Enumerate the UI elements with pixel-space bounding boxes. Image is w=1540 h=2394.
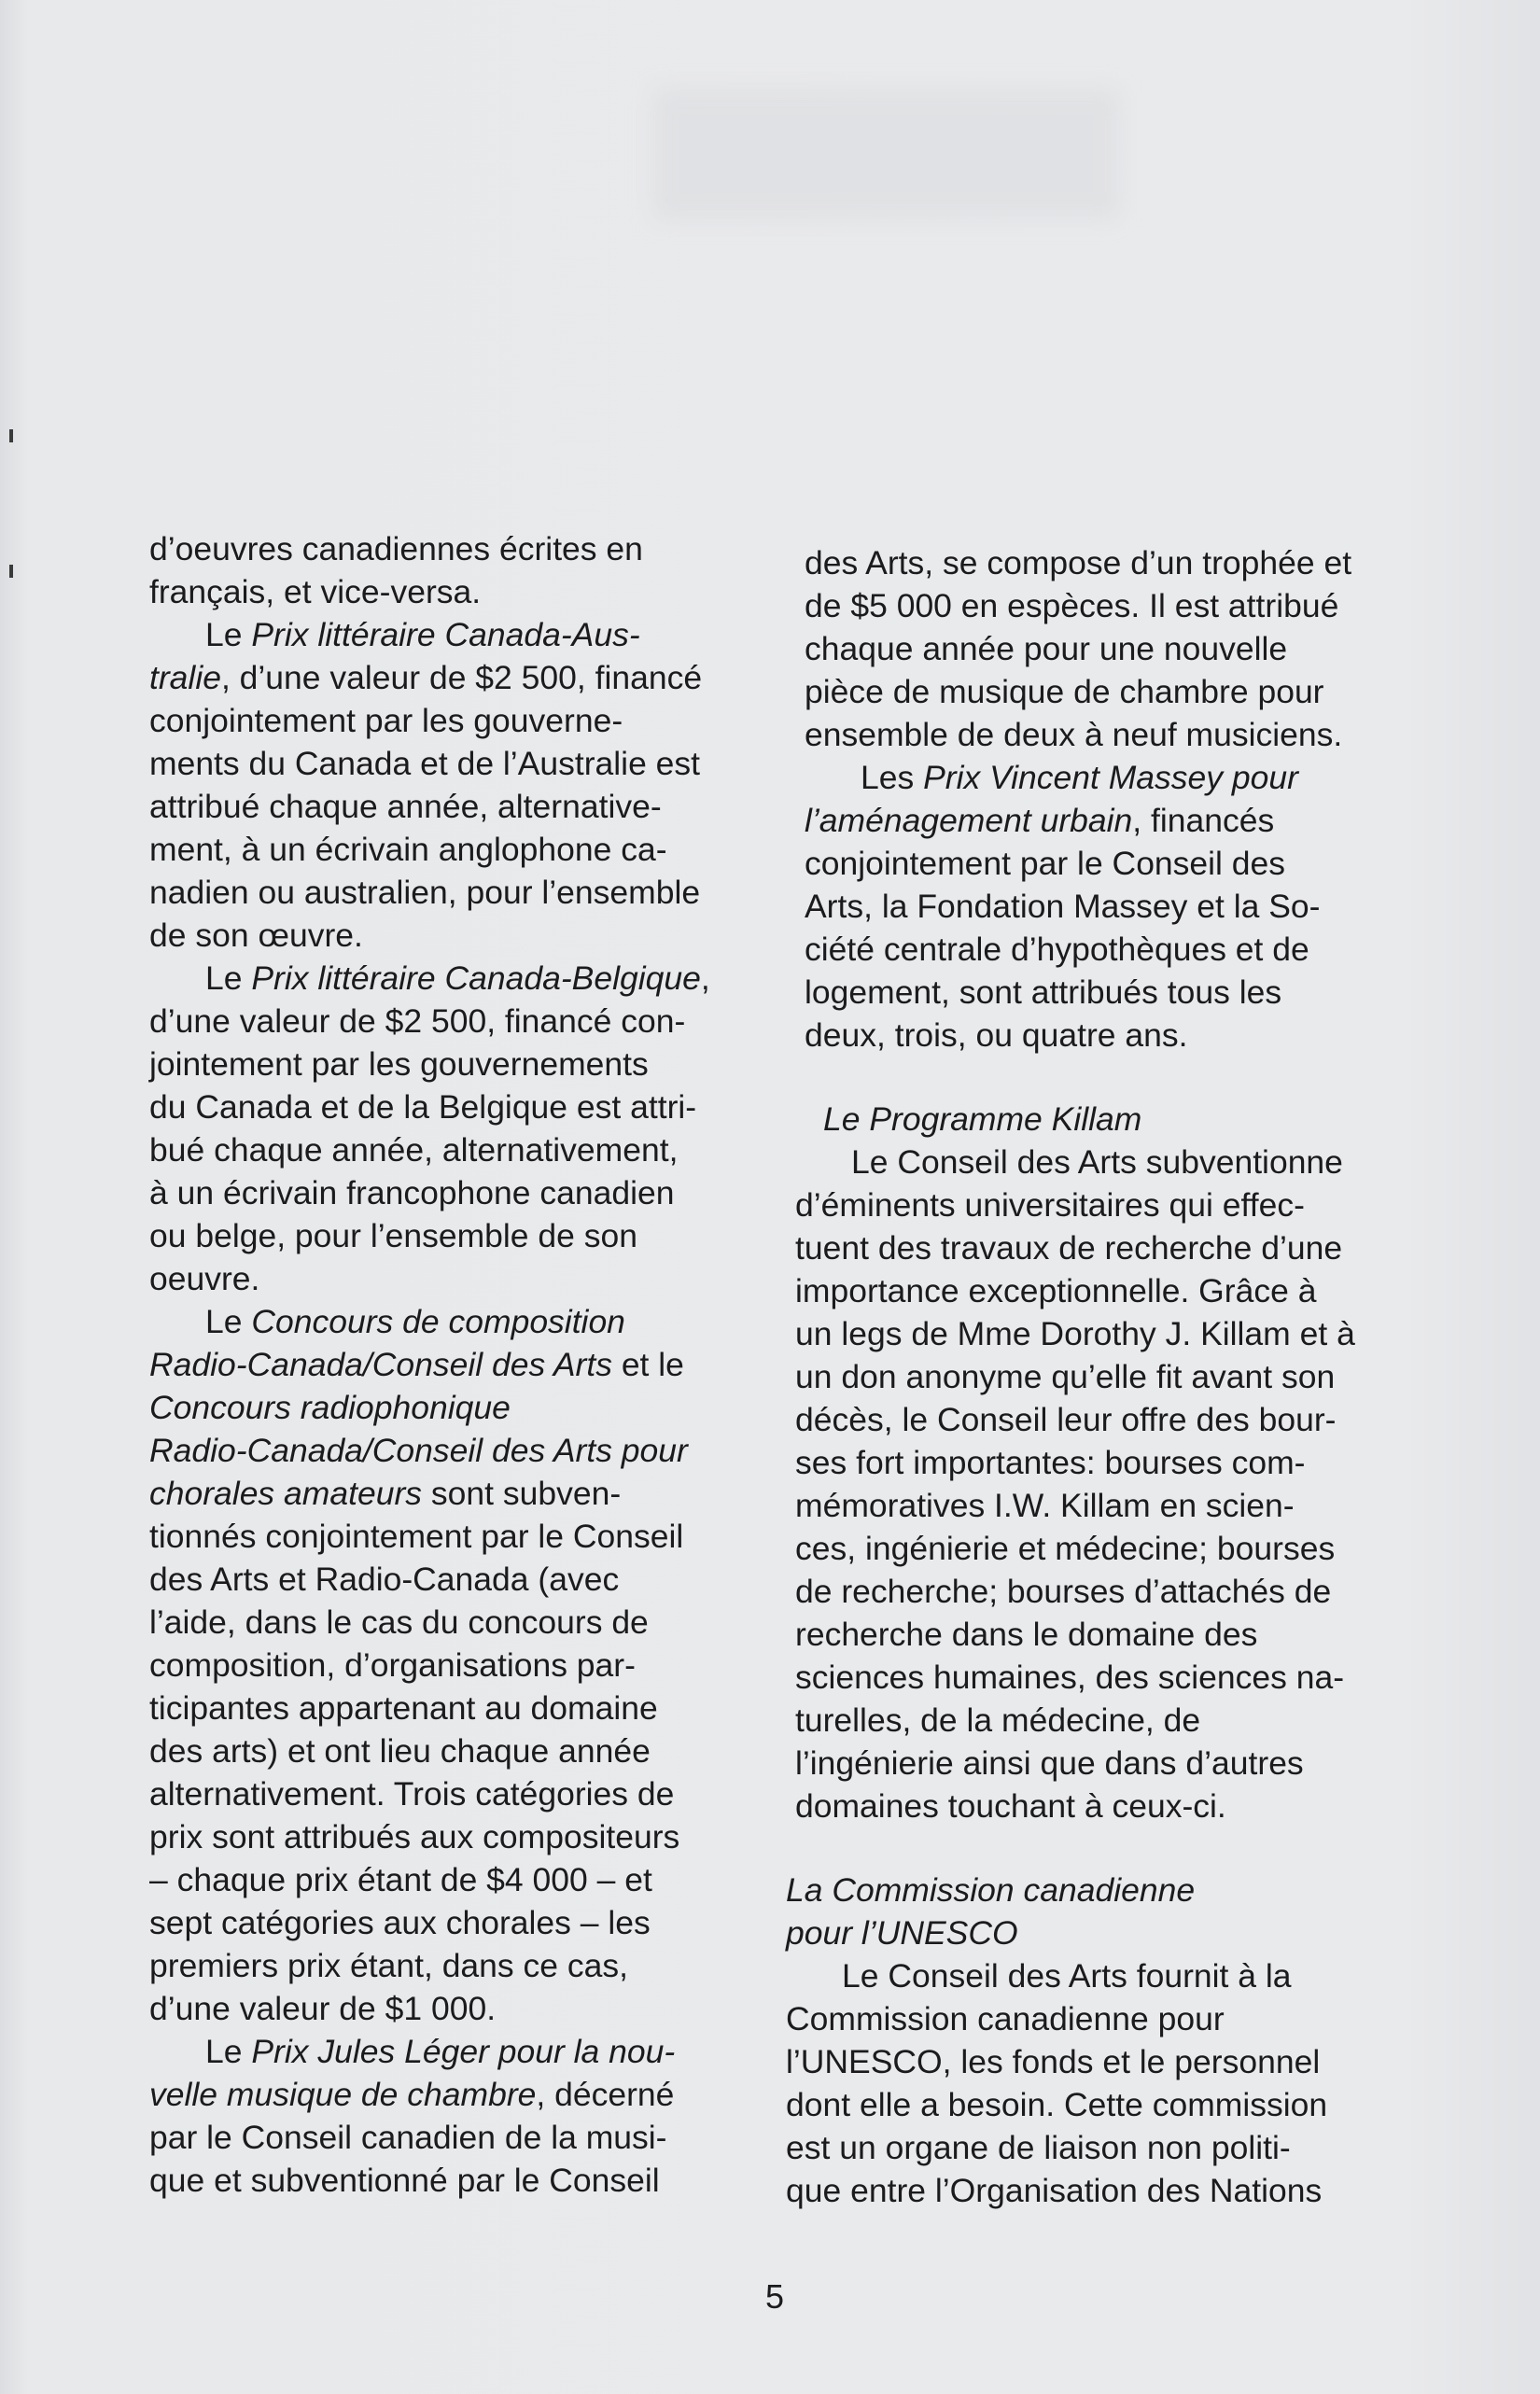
text-line: turelles, de la médecine, de	[795, 1701, 1201, 1739]
text-line: tuent des travaux de recherche d’une	[795, 1229, 1343, 1267]
text-line: un legs de Mme Dorothy J. Killam et à	[795, 1315, 1355, 1352]
text-line: ses fort importantes: bourses com-	[795, 1444, 1306, 1481]
italic-title: Concours de composition	[251, 1303, 625, 1340]
text-run: , d’une valeur de $2 500, financé	[220, 659, 703, 696]
text-line: d’une valeur de $2 500, financé con-	[149, 1002, 686, 1040]
text-line: deux, trois, ou quatre ans.	[805, 1016, 1188, 1054]
text-run: , financés	[1132, 802, 1275, 839]
text-line: domaines touchant à ceux-ci.	[795, 1787, 1226, 1825]
text-run: ,	[700, 959, 710, 997]
section-heading: pour l’UNESCO	[786, 1914, 1018, 1952]
text-line: Le Conseil des Arts subventionne	[851, 1143, 1343, 1181]
text-line: jointement par les gouvernements	[149, 1045, 649, 1083]
page-number: 5	[764, 2277, 785, 2316]
text-line: – chaque prix étant de $4 000 – et	[149, 1861, 652, 1898]
italic-title: Radio-Canada/Conseil des Arts	[149, 1346, 612, 1383]
paragraph	[805, 756, 1458, 1057]
text-line: conjointement par le Conseil des	[805, 845, 1286, 882]
left-column	[149, 527, 803, 2202]
text-line: ou belge, pour l’ensemble de son	[149, 1217, 638, 1254]
italic-title: Prix Jules Léger pour la nou-	[251, 2033, 676, 2070]
binding-mark	[9, 565, 13, 578]
text-run: Le	[205, 616, 252, 653]
text-line: du Canada et de la Belgique est attri-	[149, 1088, 697, 1126]
text-line: dont elle a besoin. Cette commission	[786, 2086, 1328, 2123]
text-line	[149, 1343, 803, 1386]
paragraph	[149, 957, 803, 1300]
text-line: sciences humaines, des sciences na-	[795, 1659, 1345, 1696]
text-line: Arts, la Fondation Massey et la So-	[805, 888, 1321, 925]
text-line: l’UNESCO, les fonds et le personnel	[786, 2043, 1321, 2080]
section-killam	[795, 1098, 1458, 1827]
text-line	[149, 1300, 803, 1343]
italic-title: Prix Vincent Massey pour	[923, 759, 1298, 796]
text-line: ment, à un écrivain anglophone ca-	[149, 831, 667, 868]
text-line: l’aide, dans le cas du concours de	[149, 1603, 649, 1641]
text-line	[805, 756, 1458, 799]
text-run: sont subven-	[422, 1475, 622, 1512]
binding-mark	[9, 429, 13, 442]
text-run: Les	[861, 759, 924, 796]
bleed-through-shadow	[653, 89, 1120, 219]
text-line: sept catégories aux chorales – les	[149, 1904, 651, 1941]
italic-title: velle musique de chambre	[149, 2076, 537, 2113]
spacer	[805, 1057, 1458, 1098]
italic-title: Radio-Canada/Conseil des Arts pour	[149, 1432, 688, 1469]
paragraph	[149, 1300, 803, 2030]
italic-title: Prix littéraire Canada-Belgique	[251, 959, 701, 997]
text-line: l’ingénierie ainsi que dans d’autres	[795, 1744, 1304, 1782]
text-line	[149, 1472, 803, 1515]
text-line: logement, sont attribués tous les	[805, 973, 1282, 1011]
text-line: que entre l’Organisation des Nations	[786, 2172, 1323, 2209]
text-line: d’oeuvres canadiennes écrites en	[149, 530, 643, 567]
text-line: des Arts, se compose d’un trophée et	[805, 544, 1352, 581]
right-column-paragraphs	[805, 541, 1458, 1057]
text-line	[149, 1386, 803, 1429]
text-line: tionnés conjointement par le Conseil	[149, 1518, 684, 1555]
text-line: oeuvre.	[149, 1260, 260, 1297]
text-line: d’une valeur de $1 000.	[149, 1990, 497, 2027]
text-line: que et subventionné par le Conseil	[149, 2162, 660, 2199]
text-line: à un écrivain francophone canadien	[149, 1174, 675, 1211]
text-line: importance exceptionnelle. Grâce à	[795, 1272, 1317, 1309]
text-line: des arts) et ont lieu chaque année	[149, 1732, 651, 1770]
text-line: alternativement. Trois catégories de	[149, 1775, 675, 1813]
text-line: Le Conseil des Arts fournit à la	[842, 1957, 1292, 1995]
text-line	[149, 2030, 803, 2073]
text-line: de son œuvre.	[149, 917, 363, 954]
text-line	[149, 613, 803, 656]
section-heading: Le Programme Killam	[823, 1100, 1142, 1138]
text-line: attribué chaque année, alternative-	[149, 788, 662, 825]
text-line: conjointement par les gouverne-	[149, 702, 623, 739]
text-line: ces, ingénierie et médecine; bourses	[795, 1530, 1336, 1567]
section-heading: La Commission canadienne	[786, 1871, 1196, 1909]
paragraph	[805, 541, 1458, 756]
text-line: ensemble de deux à neuf musiciens.	[805, 716, 1343, 753]
text-line	[149, 957, 803, 1000]
italic-title: tralie	[149, 659, 221, 696]
text-line	[805, 799, 1458, 842]
text-line: des Arts et Radio-Canada (avec	[149, 1561, 620, 1598]
text-line: d’éminents universitaires qui effec-	[795, 1186, 1305, 1224]
text-line: premiers prix étant, dans ce cas,	[149, 1947, 628, 1984]
text-run: et le	[611, 1346, 684, 1383]
text-line	[149, 656, 803, 699]
section-body	[786, 1954, 1458, 2212]
right-column	[786, 541, 1458, 2212]
text-line: ments du Canada et de l’Australie est	[149, 745, 701, 782]
text-line: pièce de musique de chambre pour	[805, 673, 1324, 710]
text-run: Le	[205, 2033, 252, 2070]
text-line: par le Conseil canadien de la musi-	[149, 2119, 667, 2156]
text-run: Le	[205, 959, 252, 997]
text-line: bué chaque année, alternativement,	[149, 1131, 679, 1169]
text-line: ciété centrale d’hypothèques et de	[805, 931, 1309, 968]
section-body	[795, 1141, 1458, 1827]
italic-title: l’aménagement urbain	[805, 802, 1133, 839]
paragraph	[149, 527, 803, 613]
text-line: nadien ou australien, pour l’ensemble	[149, 874, 701, 911]
text-run: Le	[205, 1303, 252, 1340]
italic-title: Concours radiophonique	[149, 1389, 511, 1426]
text-line	[149, 2073, 803, 2116]
text-line: français, et vice-versa.	[149, 573, 482, 610]
paragraph	[149, 2030, 803, 2202]
text-line: recherche dans le domaine des	[795, 1616, 1258, 1653]
text-line	[149, 1429, 803, 1472]
text-line: prix sont attribués aux compositeurs	[149, 1818, 680, 1855]
text-line: mémoratives I.W. Killam en scien-	[795, 1487, 1295, 1524]
text-line: de $5 000 en espèces. Il est attribué	[805, 587, 1339, 624]
paragraph	[149, 613, 803, 957]
section-unesco	[786, 1869, 1458, 2212]
text-line: chaque année pour une nouvelle	[805, 630, 1288, 667]
italic-title: chorales amateurs	[149, 1475, 423, 1512]
text-line: Commission canadienne pour	[786, 2000, 1225, 2037]
text-line: de recherche; bourses d’attachés de	[795, 1573, 1332, 1610]
text-line: décès, le Conseil leur offre des bour-	[795, 1401, 1337, 1438]
spacer	[805, 1827, 1458, 1869]
italic-title: Prix littéraire Canada-Aus-	[251, 616, 640, 653]
text-line: un don anonyme qu’elle fit avant son	[795, 1358, 1336, 1395]
text-run: , décerné	[536, 2076, 675, 2113]
text-line: composition, d’organisations par-	[149, 1646, 636, 1684]
text-line: ticipantes appartenant au domaine	[149, 1689, 658, 1727]
text-line: est un organe de liaison non politi-	[786, 2129, 1291, 2166]
